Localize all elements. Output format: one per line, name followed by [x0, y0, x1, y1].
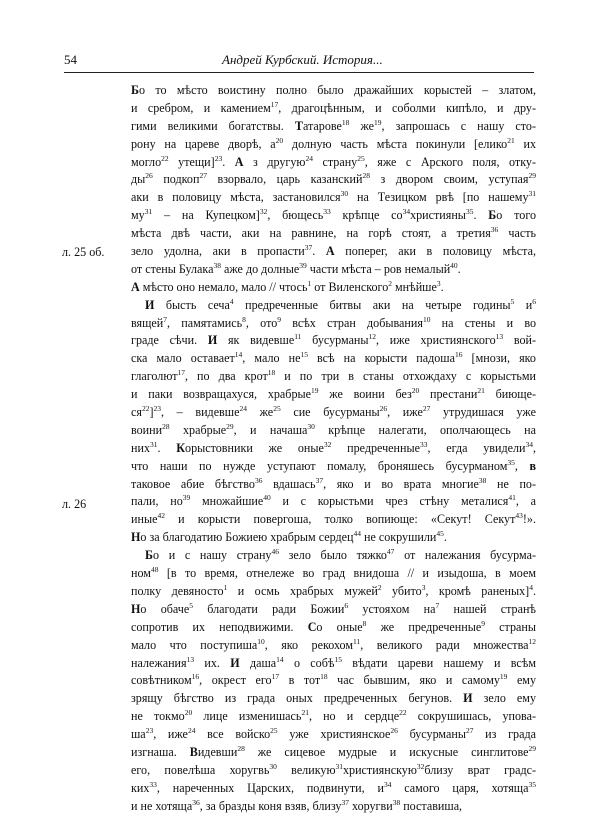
text-line: аки в половицу мѣста, застановился$^{30}$ на Тезицком рвѣ [по нашему$^{31}$: [131, 189, 536, 205]
text-line: и паки возвращахуся, храбрые$^{19}$ же воини без$^{20}$ престани$^{21}$ биюще-: [131, 386, 536, 402]
text-line: зело удолна, аки в пропасти$^{37}$. А поперег, аки в половицу мѣста,: [131, 243, 536, 259]
text-line: А мѣсто оно немало, мало // чтось$^1$ от Виленского$^2$ мнѣйше$^3$.: [131, 278, 444, 294]
text-line: $му^{31}$ – на Купецком]$^{32}$, бющесь$^{33}$ крѣпце $со^{34}християны^{35}$. Бо того: [131, 207, 537, 223]
text-line: могло$^{22}$ утещи]$^{23}$. А з другую$^{24}$ страну$^{25}$, яже с Арского поля, отку-: [131, 153, 536, 169]
text-line: належания$^{13}$ их. И даша$^{14}$ о собѣ$^{15}$ вѣдати цареви нашему и всѣм: [131, 654, 537, 670]
body-text: [131, 82, 536, 816]
text-line: зрящу бѣгство из града оных предреченных бегунов. И зело ему: [131, 691, 537, 706]
text-line: мало что поступиша$^{10}$, яко рекохом$^{11}$, великого ради множества$^{12}$: [131, 636, 536, 652]
text-line: что наши по нужде уступают помалу, броняшесь бусурманом$^{35}$, в: [131, 457, 537, 473]
text-line: воини$^{28}$ храбрые$^{29}$, и начаша$^{30}$ крѣпце налегати, ополчающесь на: [131, 421, 536, 437]
text-line: $ды^{26}$ подкоп$^{27}$ взорвало, царь казанский$^{28}$ з двором своим, уступая$^{29}$: [131, 171, 536, 187]
text-line: Бо и с нашу страну$^{46}$ зело было тяжко$^{47}$ от належания бусурма-: [145, 547, 536, 563]
text-line: гими великими богатствы. Татарове$^{18}$ $же^{19}$, запрошась с нашу сто-: [131, 117, 536, 133]
text-line: Но за благодатию Божиею храбрым сердец$^{44}$ не сокрушили$^{45}$.: [131, 529, 447, 545]
text-line: иные$^{42}$ и корысти повергоша, толко вопиюще: «Секут! Секут$^{43}$!».: [131, 511, 536, 527]
page-number: 54: [64, 52, 77, 67]
text-line: ска мало оставает$^{14}$, мало $не^{15}$ всѣ на корысти падоша$^{16}$ [мнози, яко: [131, 350, 536, 366]
text-line: полку девяносто$^1$ и осмь храбрых мужей$^2$ убито$^3$, кромѣ раненых]$^4$.: [131, 582, 536, 598]
text-line: пали, $но^{39}$ множайшие$^{40}$ и с корыстьми чрез стѣну металися$^{41}$, а: [131, 493, 536, 509]
text-line: ких$^{33}$, нареченных Царских, подвинути, $и^{34}$ самого царя, хотяща$^{35}$: [131, 779, 536, 795]
page-header: [64, 52, 534, 70]
margin-note-folio-26: л. 26: [62, 497, 87, 511]
text-line: них$^{31}$. Корыстовники же оные$^{32}$ предреченные$^{33}$, егда увидели$^{34}$,: [131, 439, 537, 455]
text-line: совѣтником$^{16}$, окрест его$^{17}$ в тот$^{18}$ час бывшим, яко и самому$^{19}$ ему: [131, 672, 537, 688]
text-line: вящей$^7$, памятамись$^8$, ото$^9$ всѣх стран добывания$^{10}$ на стены и во: [131, 314, 536, 330]
text-line: $ся^{22}]^{23}$, – видевше$^{24}$ $же^{25}$ сие бусурманы$^{26}$, иже$^{27}$ утрудишася уже: [131, 404, 536, 420]
text-line: и не хотяща$^{36}$, за бразды коня взяв, близу$^{37}$ хоругви$^{38}$ поставиша,: [131, 797, 463, 813]
text-line: И бысть сеча$^4$ предреченные битвы аки на четыре годины$^5$ $и^6$: [145, 296, 536, 312]
text-line: ном$^{48}$ [в то время, отнележе во град внидоша // и изыдоша, в моем: [131, 565, 536, 581]
text-line: граде сѣчи. И як видевше$^{11}$ бусурманы$^{12}$, иже християнского$^{13}$ вой-: [131, 332, 537, 348]
text-line: глаголют$^{17}$, по два крот$^{18}$ и по три в станы отхождаху с корыстьми: [131, 368, 537, 384]
text-line: Бо то мѣсто воистину полно было дражайших корыстей – златом,: [131, 83, 536, 97]
text-line: и сребром, и камением$^{17}$, драгоцѣнным, и соболми кипѣло, и дру-: [131, 99, 536, 115]
running-title: Андрей Курбский. История...: [222, 52, 383, 67]
text-line: не токмо$^{20}$ лице изменишась$^{21}$, но и сердце$^{22}$ сокрушишась, упова-: [131, 708, 536, 724]
text-line: таковое абие бѣгство$^{36}$ вдашась$^{37}$, яко и во врата многие$^{38}$ не по-: [131, 475, 536, 491]
text-line: Но обаче$^5$ благодати ради Божии$^6$ устояхом $на^7$ нашей странѣ: [131, 600, 536, 616]
text-line: его, повелѣша хоругвь$^{30}$ великую$^{31}$християнскую$^{32}$близу врат градс-: [131, 761, 536, 777]
text-line: изгнаша. Видевши$^{28}$ же сицевое мудрые и искусные синглитове$^{29}$: [131, 743, 536, 759]
header-rule: [64, 72, 534, 73]
text-line: мѣста двѣ части, аки на равнине, на горѣ стоят, а третия$^{36}$ часть: [131, 225, 536, 241]
text-line: рону на цареве дворѣ, $а^{20}$ долную часть мѣста покинули [елико$^{21}$ их: [131, 135, 537, 151]
text-line: от стены Булака$^{38}$ аже до долные$^{39}$ части мѣста – ров немалый$^{40}$.: [131, 260, 461, 276]
margin-note-folio-25v: л. 25 об.: [62, 245, 105, 259]
text-line: сопротив их неподвижими. Со оные$^8$ же предреченные$^9$ страны: [131, 618, 536, 634]
text-line: $ша^{23}$, иже$^{24}$ все войско$^{25}$ уже християнское$^{26}$ бусурманы$^{27}$ из града: [131, 726, 536, 742]
